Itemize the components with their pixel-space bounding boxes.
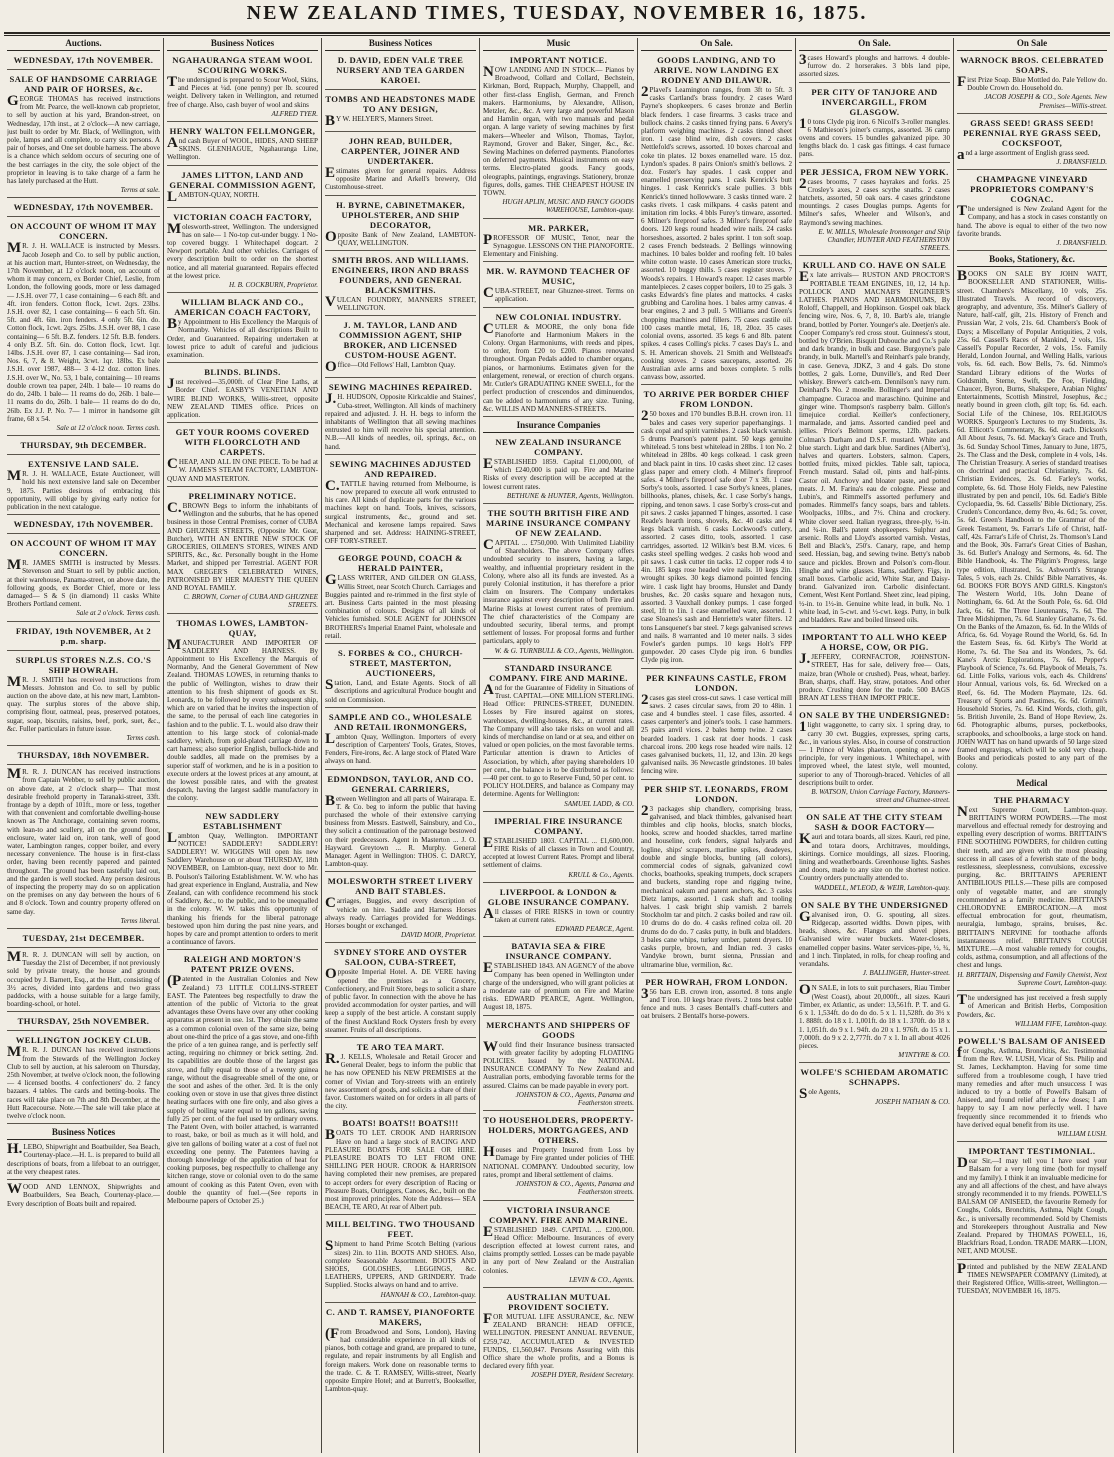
ad-headline: FRIDAY, 19th NOVEMBER, At 2 p.m. sharp. [15,625,152,646]
section-heading: Business Notices [167,38,318,51]
ad-body: 2cases brooms, 7 cases hayrakes and forks. 25 Crosley's axes, 2 cases scythe snaths. 2 cases hatchets, assorted, 50 oak oars. 4 cases grindstone mountings. 2 cases Douglas pumps. Agents for Milner's safes, Wheeler and Wilson's, and Raymond's sewing machines. [799,175,950,227]
ad-body: Office—Old Fellows' Hall, Lambton Quay. [325,359,456,376]
ad-body: 2cases gas steel cross-cut saws. 1 case vertical mill saws. 2 cases circular saws, from 20 to 48in. 1 case and 4 bundles steel. 1 case files, assorted. 4 cases carpenter's and joiner's tools. 1 case hammers. 25 pairs anvil vices. 2 bales hemp twine. 2 cases bearded loaders. 1 cask rat doer hoods. 1 cask charcoal irons. 200 kegs rose headed wire nails. 12 cases galvanised buckets, 11, 12, and 13in. 20 kegs galvanised nails. 36 Newcastle grindstones. 10 bales fencing wire. [641,691,792,776]
advertisement [483,1291,634,1383]
ad-headline: TUESDAY, 21st DECEMBER. [22,933,145,944]
ad-signature: WADDELL, M'LEOD, & WEIR, Lambton-quay. [814,883,950,892]
ad-body: R.J. KELLS, Wholesale and Retail Grocer and General Dealer, begs to inform the public that he has now OPENED his NEW PREMISES at the corner of Vivian and Tory-streets with an entirely new assortment of goods, and solicits a share of their favor. Customers waited on for orders in all parts of the city. [325,1050,476,1111]
ad-body: Lambton Quay, Wellington. IMPORTANT NOTICE! SADDLERY! SADDLERY! SADDLERY! W. WIGGINS Will open his new Saddlery Warehouse on or about THURSDAY, 18th NOVEMBER, on Lambton-quay, next door to Mr. B. Poulson's Tailoring Establishment. W. W. who has had great experience in England, Australia, and New Zealand, can with confidence recommend his stock of Saddlery, &c., to the public, and to be unequalled in the colony. W. W. takes this opportunity of thanking his friends for the liberal patronage bestowed upon him during the past nine years, and hopes by care and prompt attention to orders to merit a continuance of favors. [167,829,318,947]
ad-body: MR. J. H. WALLACE, Estate Auctioneer, will hold his next extensive land sale on December 9, 1875. Parties desirous of embracing this opportunity, will oblige by giving early notice for publication in the next catalogue. [7,468,160,511]
ad-headline: NGAHAURANGA STEAM WOOL SCOURING WORKS. [172,55,313,75]
advertisement [799,631,950,706]
advertisement [799,984,950,1063]
advertisement [167,426,318,487]
section-heading: On Sale [957,38,1107,51]
advertisement [799,1066,950,1108]
ad-signature: Terms liberal. [120,916,160,925]
advertisement [325,135,476,196]
ad-headline: TOMBS AND HEADSTONES MADE TO ANY DESIGN, [325,94,476,114]
ad-headline: IMPORTANT NOTICE. [509,55,608,65]
ad-body: CUBA-STREET, near Ghuznee-street. Terms on application. [483,285,634,304]
ad-signature: JOSEPH DYER, Resident Secretary. [530,1371,634,1380]
advertisement [799,709,950,808]
ad-body: Would find their Insurance business transacted with greater facility by adopting FLOATING POLICIES. Issued by the NATIONAL INSURANCE COMPANY To New Zealand and Australian ports, embodying favorable terms for the assured. Claims can be made payable in every port. [483,1038,634,1090]
ad-signature: JOHNSTON & CO., Agents, Panama and Featherston streets. [515,1180,634,1197]
ad-body: 1light waggonette, to carry six. 1 spring dray, to carry 30 cwt. Buggies, expresses, spring carts, &c., in various styles. Also, in course of construction— 1 Prince of Wales phaeton, opening on a new principle, for very ingenious. 1 Whitechapel, with improved wheel, the latest style, well mounted, superior to any of Thorough-braced. Vehicles of all descriptions built to order. [799,719,950,787]
ad-body: Printed and published by the NEW ZEALAND TIMES NEWSPAPER COMPANY (Limited), at their Registered Office, Willis-street, Wellington.—TUESDAY, NOVEMBER 16, 1875. [957,1262,1107,1296]
ad-body: Lambton Quay, Wellington. Importers of every description of Carpenters' Tools, Grates, Stoves, Fenders, Fire-irons, &c. A large stock of Plated Ware always on hand. [325,730,476,766]
ad-headline: SURPLUS STORES N.Z.S. CO.'S SHIP HOWRAH. [15,654,152,675]
ad-headline: SAMPLE AND CO., WHOLESALE AND RETAIL IRONMONGERS, [328,711,473,732]
advertisement [799,166,950,257]
advertisement [167,366,318,423]
ad-headline: PER KINFAUNS CASTLE, FROM LONDON. [646,672,787,693]
advertisement [167,617,318,807]
ad-body: MR. R. J. DUNCAN has received instructions from the Stewards of the Wellington Jockey Club to sell by auction, at his saleroom on Thursday, 25th November, at twelve o'clock noon, the following— 4 licensed booths. 4 confectioners' do. 2 fancy bazaars. 4 tables. The cards and betting-books. The races will take place on 7th and 8th December, at the Hutt Racecourse. Note.—The sale will take place at twelve o'clock noon. [7,1044,160,1121]
ad-body: And cash Buyer of WOOL, HIDES, AND SHEEP SKINS. GLENHAGUE, Ngahauranga Line, Wellington. [167,135,318,162]
ad-body: Kauri and totara boards, all sizes. Kauri, red pine, and totara doors, Architraves, mouldings, skirtings. Cornice mouldings, all sizes. Flooring, lining and weatherboards. Greenhouse lights. Sashes and doors, made to any size on the shortest notice. Country orders punctually attended to. [799,831,950,883]
advertisement [483,815,634,883]
ad-signature: SAMUEL LADD, & CO. [564,799,634,808]
ad-headline: SYDNEY STORE AND OYSTER SALOON, CUBA-STREET, [333,947,468,968]
ad-body: Carriages, Buggies, and every description of vehicle on hire. Saddle and Harness Horses always ready. Carriages provided for Weddings. Horses bought or exchanged. [325,895,476,930]
ad-body: 23 packages ship chandlery, comprising brass, galvanised, and black thimbles, galvanised heart thimbles and clip hooks, blocks, snatch blocks, hooks, screw and hooded shackles, tarred marline and houseline, cork fenders, signal halyards and logline, ships' scrapers, marline spikes, deadeyes, double and single blocks, bunting (all colors), commercial codes of signals, galvanized cowl chocks, boathooks, speaking trumpets, dock scrapers and buckets, standing rope and rigging twine, mechanical oakum and patent anchors, &c. 3 casks Dietz lamps, assorted. 1 cask shaft and tooling halves. 1 cask bright ship varnish. 2 barrels Stockholm tar and pitch. 2 casks boiled and raw oil. 10 drums do do do. 4 casks refined colza oil. 20 drums do do do. 7 casks putty, in bulk and bladders. 3 bales cane whips, turkey umber, patent dryers. 10 casks purple, brown, and Indian red. 3 casks Vandyke brown, burnt sienna, Prussian and ultramarine blue, vermilion, &c. [641,802,792,969]
ad-headline: PER HOWRAH, FROM LONDON. [645,976,788,987]
ad-headline: WELLINGTON JOCKEY CLUB. [15,1035,152,1046]
advertisement [483,436,634,504]
ad-headline: RALEIGH AND MORTON'S PATENT PRIZE OVENS. [183,954,302,975]
ad-body: CHEAP, AND ALL IN ONE PIECE. To be had at W. JAMES'S STEAM FACTORY, LAMBTON-QUAY AND MASTERTON. [167,456,318,483]
ad-headline: NEW COLONIAL INDUSTRY. [495,311,622,322]
advertisement [325,1306,476,1397]
ad-headline: SEWING MACHINES REPAIRED. [328,382,473,393]
ad-body: and a large assortment of English grass seed. [957,146,1090,163]
ad-body: FOR MUTUAL LIFE ASSURANCE, &c. NEW ZEALAND BRANCH: HEAD OFFICE, WELLINGTON. PRESENT ANNUAL REVENUE, £259,742. ACCUMULATED & INVESTED FUNDS, £1,560,847. Persons Assuring with this Office share the whole profits, and a Bonus is declared every fifth year. [483,1310,634,1371]
advertisement [7,951,160,1012]
ad-body: Sole Agents, [799,1086,841,1103]
ad-signature: W. & G. TURNBULL & CO., Agents, Wellington. [494,646,634,655]
ad-body: 250 boxes and 170 bundles B.B.H. crown iron. 11 bales and cases very superior paperhangings. 1 cask copal and spirit varnishes. 2 cask black varnish. 5 drums Pearson's patent paint. 50 kegs genuine whitelead. 5 tons best whitelead in 28lbs. 1 ton No. 2 whitelead in 28lbs. 40 kegs colkead. 1 cask green and black paint in tins. 10 casks sheet zinc. 12 cases glass paper and emery cloth. 4 Milner's fireproof safes. 4 Milner's fireproof safe door 7 x 3ft. 1 case Sorby's tools, assorted. 1 case Sorby's knees, planes, billhooks, planes, chisels, &c. 1 case Sorby's hangs, ripping, and tenon saws. 1 case Sorby's cross-cut and pit saws. 2 casks japanned T hinges, assorted. 1 case Reade's hearth irons, shovels, &c. 40 casks and 4 kegs black varnish. 6 casks Lockwood's cutlery, assorted. 2 cases ditto, tools, assorted. 1 case cartridges, assorted. 12 Wilkin's best B.M. vices. 6 casks steel spelling wedges. 2 casks hob wood and pit saws. 1 cask cutter tin tacks. 12 copper rods 4 to 4in. 185 kegs rose headed wire nails. 10 kegs 2in. wrought spikes. 30 kegs diamond pointed fencing wire. 1 cask light hay brooms, Hunslet and Dandy brushes, &c. 20 casks square and hexagon nuts, assorted. 3 Vauxhall donkey pumps. 1 case forged steel, 1ft to 1in. 1 case enamelled ware, assorted. 1 case Sloanes's sash and Henriette's water filters. 12 tons Lansquenet's bar steel. 7 kegs galvanised screws and nails. 8 warranted and 10 meter nails. 3 sides Fowler's garden pumps. 10 kegs Holt's FPP gunpowder. 20 cases Clyde pig iron. 6 bundles Clyde pig iron. [641,408,792,665]
ad-signature: LEVIN & CO., Agents. [569,1275,634,1284]
ad-headline: WEDNESDAY, 17th NOVEMBER. [13,55,154,65]
ad-body: CAPITAL ... £750,000. With Unlimited Liability of Shareholders. The above Company offers undoubted security to insurers, having a large, wealthy, and influential proprietary resident in the Colony, where also all its funds are invested. As a purely Colonial institution, it has therefore a prior claim on Insurers. The Company undertakes insurance against every description of both Fire and Marine Risks at lowest current rates of premium. The chief characteristics of the Company are undoubted security, liberal terms, and prompt settlement of losses. For proposal forms and further particulars, apply to [483,536,634,646]
advertisement [167,953,318,1208]
ad-body: MR. JAMES SMITH is instructed by Messrs. Stevenson and Stuart to sell by public auction, at their warehouse, Panama-street, on above date, the following goods, ex Border Chief, more or less damaged— S & S (in diamond) 11 casks White Brothers Portland cement. [7,557,160,609]
masthead-rule [4,32,1110,34]
ad-headline: THURSDAY, 18th NOVEMBER. [17,750,150,761]
ad-signature: J. BALLINGER, Hunter-street. [862,969,950,978]
section-heading: On Sale. [641,38,792,51]
ad-signature: H. B. COCKBURN, Proprietor. [228,281,318,290]
ad-signature: WILLIAM FIFE, Lambton-quay. [1014,1019,1107,1028]
ad-body: ESTABLISHED 1803. CAPITAL ... £1,600,000. FIRE Risks of all classes in Town and Country, accepted at lowest Current Rates. Prompt and liberal settlement of claims. [483,834,634,870]
advertisement [7,458,160,515]
ad-signature: BETHUNE & HUNTER, Agents, Wellington. [506,491,634,500]
ad-body: First Prize Soap. Blue Mottled do. Pale Yellow do. Double Crown do. Household do. [957,74,1107,93]
advertisement [483,1204,634,1288]
ad-headline: NEW SADDLERY ESTABLISHMENT [202,810,283,831]
ad-headline: WEDNESDAY, 17th NOVEMBER. [13,202,154,213]
ad-signature: E. W. MILLS, Wholesale Ironmonger and Ship Chandler, HUNTER AND FEATHERSTON STREETS. [818,227,950,253]
advertisement [325,875,476,943]
ad-headline: BLINDS. BLINDS. [204,367,281,378]
ad-headline: VICTORIA INSURANCE COMPANY. FIRE AND MARINE. [489,1204,628,1225]
ad-body: LAMBTON-QUAY, NORTH. [167,188,260,205]
advertisement [325,647,476,708]
ad-signature: C. BROWN, Corner of CUBA AND GHUZNEE STREETS. [183,593,318,610]
ad-signature: J. DRANSFIELD. [1056,158,1107,167]
advertisement [483,662,634,812]
ad-signature: JOSEPH NATHAN & CO. [874,1097,950,1106]
ad-headline: VICTORIAN COACH FACTORY, [173,211,312,222]
ad-body: ESTABLISHED 1843. AN AGENCY of the above Company has been opened in Wellington under charge of the undersigned, who will grant policies at a moderate rate of premium on Fire and Marine risks. EDWARD PEARCE, Agent. Wellington, August 18, 1875. [483,960,634,1012]
ad-headline: AUSTRALIAN MUTUAL PROVIDENT SOCIETY. [506,1291,611,1312]
advertisement [483,265,634,307]
advertisement [641,388,792,668]
ad-body: MR. R. J. DUNCAN has received instructions from Captain Webber, to sell by public auction, on above date, at 2 o'clock sharp— That most desirable freehold property in Taranaki-street, 33ft. frontage by a depth of 101ft., more or less, together with that convenient and comfortable dwelling-house known as The Anchorage, containing seven rooms, with lean-to and scullery, all on the ground floor, enclosure, water laid on, iron tank, well of good water, Lambington ranges, copper boiler, and every necessary convenience. The house is in first-class order, having been recently papered and painted throughout. The ground has been tastefully laid out, and the garden is well stocked. Any person desirous of inspecting the property may do so on application on the premises on any day between the hours of 6 and 8 o'clock. Town and country property offered on same day. [7,768,160,916]
ad-body: Opposite Bank of New Zealand, LAMBTON-QUAY, WELLINGTON. [325,228,476,247]
advertisement [7,1143,160,1180]
section-heading: Books, Stationery, &c. [957,254,1107,267]
advertisement [799,899,950,982]
ad-headline: JOHN READ, BUILDER, CARPENTER, JOINER AND UNDERTAKER. [341,136,460,166]
ad-headline: PER JESSICA, FROM NEW YORK. [800,166,949,177]
ad-body: NOW LANDING AND IN STOCK— Pianos by Broadwood, Collard and Collard, Bechstein, Kirkman, Bord, Ruppach, Murphy, Chappell, and other first-class English, German, and French makers. Harmoniums, by Alexandre, Allison, Metzler, &c., &c. A very large and powerful Mason and Hamlin organ, with two manuals and pedal organ. A large variety of sewing machines by first makers—Wheeler and Wilson, Thomas, Taylor, Raymond, Grover and Baker, Singer, &c., &c. Sewing Machines on deferred payments. Pianofortes on deferred payments. Musical instruments on easy terms. Electro-plated goods. Fancy goods, oleographs, paintings, engravings. Stationery, bronze figures, dolls, games. THE CHEAPEST HOUSE IN TOWN. [483,64,634,198]
ad-signature: HUGH APLIN, MUSIC AND FANCY GOODS WAREHOUSE, Lambton-quay. [502,198,634,215]
advertisement [483,940,634,1015]
ad-body: The undersigned has just received a fresh supply of American and British Herbs, Composition Powders, &c. [957,994,1107,1019]
advertisement [167,490,318,614]
advertisement [167,810,318,951]
advertisement [325,946,476,1038]
ad-body: The undersigned is New Zealand Agent for the Company, and has a stock in cases constantly on hand. The above is equal to either of the two now favorite brands. [957,203,1107,238]
ad-signature: J. DRANSFIELD. [1056,239,1107,248]
ad-headline: TO ARRIVE PER BORDER CHIEF FROM LONDON. [643,389,790,410]
ad-body: for Coughs, Asthma, Bronchitis, &c. Testimonial from the Rev. W. LUSH, Vicar of Sts. Philip and St. James, Leckhampton. Having for some time suffered from a troublesome cough, I have tried many remedies and after much unsuccess I was induced to try a bottle of Powell's Balsam of Aniseed, and found relief after a few doses; I am happy to say I am now perfectly well. I have frequently since recommended it to friends who have derived equal benefit from its use. [957,1044,1107,1129]
advertisement [7,73,160,198]
advertisement [7,201,160,217]
ad-signature: KRULL & Co., Agents. [568,870,634,879]
ad-headline: BOATS! BOATS!! BOATS!!! [342,1118,459,1129]
ad-body: By Appointment to His Excellency the Marquis of Normanby. Vehicles of all descriptions Built to Order, and Guaranteed. Repairing undertaken at lowest price to adult of careful and judicious examination. [167,316,318,360]
column-on-sale-1 [638,38,795,1453]
ad-signature: EDWARD PEARCE, Agent. [555,925,634,934]
advertisement [7,749,160,765]
ad-headline: STANDARD INSURANCE COMPANY. FIRE AND MARINE. [489,662,628,683]
advertisement [483,54,634,219]
advertisement [957,173,1107,251]
ad-headline: NEW ZEALAND INSURANCE COMPANY. [495,436,622,457]
ad-body: 3cases Howard's ploughs and harrows. 4 double-furrow do. 2 horserakes. 3 bbls land pipe, assorted sizes. [799,54,950,79]
ad-headline: C. AND T. RAMSEY, PIANOFORTE MAKERS, [326,1306,475,1327]
ad-body: PROFESSOR OF MUSIC, Tenor, near the Synagogue. LESSONS ON THE PIANOFORTE. Elementary and Finishing. [483,231,634,259]
column-music-insurance [480,38,637,1453]
masthead: NEW ZEALAND TIMES, TUESDAY, NOVEMBER 16, 1875. [246,2,868,24]
ad-headline: EXTENSIVE LAND SALE. [28,459,139,470]
advertisement [325,773,476,873]
ad-signature: B. WATSON, Union Carriage Factory, Manners-street and Ghuznee-street. [811,788,950,805]
ad-headline: GRASS SEED! GRASS SEED! PERENNIAL RYE GRASS SEED, COCKSFOOT, [963,117,1101,148]
ad-body: And for the Guarantee of Fidelity in Situations of Trust. CAPITAL—ONE MILLION STERLING. Head Office: PRINCES-STREET, DUNEDIN. Losses by Fire insured against on stores, warehouses, dwelling-houses, &c., at current rates. The Company will also take risks on wool and all kinds of merchandise on land or at sea, and either on valued or open policies, on the most favorable terms. Particular attention is drawn to Articles of Association, by which, after paying shareholders 10 per cent., the balance is to be distributed as follows:—40 per cent. to go to Reserve Fund, 50 per cent. to POLICY HOLDERS, and balance as Company may determine. Agents for Wellington: [483,681,634,799]
ad-headline: ON ACCOUNT OF WHOM IT MAY CONCERN. [10,538,157,559]
ad-signature: ALFRED TYER. [271,109,318,118]
ad-headline: EDMONDSON, TAYLOR, AND CO. GENERAL CARRIERS, [327,773,474,794]
advertisement [483,886,634,938]
ad-body: Houses and Property Insured from Loss by Damage by Fire granted under policies of THE NATIONAL COMPANY. Undoubted security, low rates, prompt and liberal settlement of claims. [483,1144,634,1179]
ad-headline: MR. W. RAYMOND TEACHER OF MUSIC, [486,266,631,287]
ad-body: Next Supreme Court, Lambton-quay. BRITTAIN'S WORM POWDERS.—The most marvellous and effectual remedy for destroying and expelling every description of worms. BRITTAIN'S FINE SOOTHING POWDERS, for children cutting their teeth, and are given with the most pleasing success in all cases of a feverish state of the body, restlessness, sleeplessness, convulsions, excessive purging, &c. BRITTAIN'S APERIENT ANTIBILIOUS PILLS.—These pills are composed only of vegetable matter, and are strongly recommended as a family medicine. BRITTAIN'S CHLORODYNE EMBROCATION.—A most effectual embrocation for gout, rheumatism, neuralgia, lumbago, sprains, bruises, &c. BRITTAIN'S NERVINE for toothache affords instantaneous relief. BRITTAIN'S COUGH MIXTURE.—A most valuable remedy for coughs, colds, asthma, consumption, and all affections of the chest and lungs. [957,803,1107,970]
advertisement [325,1117,476,1215]
ad-headline: MILL BELTING. TWO THOUSAND FEET. [325,1219,476,1240]
section-heading: On Sale. [799,38,950,51]
advertisement [641,672,792,780]
ad-headline: H. BYRNE, CABINETMAKER, UPHOLSTERER, AND SHIP DECORATOR, [336,199,465,230]
advertisement [483,311,634,417]
column-auctions [4,38,163,1453]
advertisement [957,794,1107,991]
ad-headline: J. M. TAYLOR, LAND AND COMMISSION AGENT, SHIP BROKER, AND LICENSED CUSTOM-HOUSE AGENT. [338,320,462,361]
advertisement [641,783,792,973]
ad-body: Ex late arrivals— RUSTON AND PROCTOR'S PORTABLE TEAM ENGINES, 10, 12, 14 h.p. POLLOCK AND MACNAB'S ENGINEER'S LATHES. PIANOS AND HARMONIUMS, By Roloff, Chappell, and Hopkinson. Gospel oak black fencing wire, Nos. 6, 7, 8, 10. Barb's ale, triangle brand, bottled by Porter. Younger's ale. Deetjen's ale. Cooper Company's red cross stout. Guinness's stout, bottled by O'Brien. Bisquit Dubouche and Co.'s pale and dark brandy, in bulk and case. Burgoyne's pale brandy, in bulk. Martell's and Reinhart's pale brandy, in case. Geneva, JDKZ, 3 and 4 gals. Do stone bottles, 2 gals. Lorne, Dunville's, and Red Deer whiskey. Brewer's catch-em. Dennilson's navy rum. Deinhard's No. 2 moselle. Bollinger's and Imperial champagne. Curacoa and maraschino. Quinine and ginger wine. Thompson's raspberry balm. Gillon's limejuice cordial. Keiller's confectionery, marmalade, and jams. Assorted candied peel and jellies. Price's Belmont sperms, 12lb. packets. Colman's Durham and D.S.F. mustard. White and blue starch. Light and dark blue. Sardines (Albert's), halves and quarters. Lobsters, salmon. Capers, bottled fruits, mixed pickles. Table salt, tapioca, French mustard. Salad oil, pints and half-pints. Castor oil. Anchovy and bloater paste, and potted meats. J. M. Farina's eau de cologne. Piesse and Lubin's, and Rimmell's assorted perfumery and pomades. Rimmell's fancy soaps, bars and tablets. Woolpacks, 10lbs., and 7½. China and crockery. White clover seed. Italian ryegrass, three-ply, ½-in. and ¾-in. Ball's patent shopkeepers. Sulphur and arsenic. Rolls and Lloyd's assorted varnish. Vestas, Bell and Black's, 250's. Canary, rape, and hemp seed. Hessian, bag, and sewing twine. Betty's nabob sauce and pickles. Brown and Polson's corn-flour. Hinghe and wine glasses. Hams, saddlery. Figs, in small boxes. Carbolic acid, White Star, and Daisy-brand. Galvanized iron. Carbolic disinfectant. Cement, West Kent Portland. Sheet zinc, lead piping, ½-in. to 1½-in. Genuine white lead, in bulk. No. 1 white lead, in 5-cwt. and ½-cwt. kegs. Putty, in bulk and bladders. Raw and boiled linseed oils. [799,269,950,624]
ad-headline: SALE OF HANDSOME CARRIAGE AND PAIR OF HORSES, &c. [9,74,158,94]
ad-headline: ON SALE AT THE CITY STEAM SASH & DOOR FACTORY— [806,812,943,833]
ad-body: All classes of FIRE RISKS in town or country taken at current rates. [483,905,634,925]
section-heading: Business Notices [7,1127,160,1140]
ad-headline: WEDNESDAY, 17th NOVEMBER. [13,519,154,530]
section-heading: Auctions. [7,38,160,51]
section-heading: Medical [957,778,1107,791]
advertisement [325,1041,476,1114]
ad-headline: SEWING MACHINES ADJUSTED AND REPAIRED. [329,458,472,479]
advertisement [325,199,476,251]
ad-body: MR. J. SMITH has received instructions from Messrs. Johnston and Co. to sell by public auction on the above date, at his new mart, Lambton-quay. The surplus stores of the above ship, comprising flour, oatmeal, peas, preserved potatoes, sugar, soap, biscuits, raisins, beef, pork, suet, &c., &c. Fuller particulars in future issue. [7,673,160,733]
advertisement [957,117,1107,170]
advertisement [957,270,1107,774]
ad-headline: GOODS LANDING, AND TO ARRIVE. NOW LANDING EX RODNEY AND DILAWUR. [653,55,780,85]
advertisement [799,86,950,163]
advertisement [957,1035,1107,1142]
ad-body: C.TATTLE having returned from Melbourne, is now prepared to execute all work entrusted to his care. All kinds of duplicate parts for the various machines kept on hand. Tools, knives, scissors, surgical instruments, &c., ground and set. Mechanical and kerosene lamps repaired. Saws sharpened and set. Address: HAINING-STREET, OFF TORY-STREET. [325,477,476,546]
ad-body: ON SALE, in lots to suit purchasers, Riau Timber (West Coast), about 20,000ft., all sizes. Kauri Timber, ex Atlantic, as under: 13,561ft. P. T. and G. 6 x 1. 1,534ft. do do do do. 5 x 1. 11,528ft. do 3½ x 1. 888ft. do 18 x 1. 1,001ft. do 18 x 1. 370ft. do 18 x 1. 1,051ft. do 9 x 1. 94ft. do 20 x 1. 976ft. do 15 x 1. 7,000ft. do 9 x 2. 2,777ft. do 7 x 1. In all about 4026 pieces. [799,984,950,1050]
ad-headline: MERCHANTS AND SHIPPERS OF GOODS [486,1019,631,1040]
ad-headline: IMPORTANT TESTIMONIAL. [968,1146,1096,1157]
ad-headline: SMITH BROS. AND WILLIAMS. ENGINEERS, IRON AND BRASS FOUNDERS, AND GENERAL BLACKSMITHS. [331,255,470,296]
ad-headline: GET YOUR ROOMS COVERED WITH FLOORCLOTH AND CARPETS. [175,427,310,458]
advertisement [7,537,160,621]
advertisement [167,54,318,122]
ad-headline: GEORGE POUND, COACH & HERALD PAINTER, [338,553,463,574]
advertisement [167,211,318,294]
ad-body: MANUFACTURER AND IMPORTER OF SADDLERY AND HARNESS. By Appointment to His Excellency the Marquis of Normanby, And the General Government of New Zealand. THOMAS LOWES, in returning thanks to the public of Wellington, wishes to draw their attention to his fresh shipment of goods ex St. Leonards, to be followed by every subsequent ship, which are on varied that he invites the inspection of the same, to the perusal of each line categories in fashion and to the public. T. L. would also draw their attention to his large stock of colonial-made saddlery, which, from gold-plated carriage down to cart harness; also superior English, bullock-hide and double saddles, all made on the premises by a superior staff of workmen, and he is in a position to execute orders at the lowest prices at any amount, at the lowest possible rates, and with the greatest despatch, having the largest saddle manufactory in the colony. [167,636,318,803]
ad-signature: HANNAH & CO., Lambton-quay. [380,1290,476,1299]
ad-body: Between Wellington and all parts of Wairarapa. E. T. & Co. beg to inform the public that having purchased the whole of their extensive carrying business from Messrs. Eastwell, Sainsbury, and Co., they solicit a continuation of the patronage bestowed on their predecessors. Agent in Masterton ... J. O. Hayward. Greytown ... R. Murphy. General Manager. Agent in Wellington: THOS. C. DARCY, Lambton-quay. [325,792,476,869]
ad-body: Galvanised iron, O. G. spouting, all sizes. Ridgecap, assorted widths. Down pipes, with heads, shoes, &c. Flanges and shovel pipes. Galvanised wire water buckets. Water-closets, enamelled copper basins. Water services-pipe, ½, ¾, and 1 inch. Tinplated, in rolls, for cheap roofing and verandahs. [799,908,950,969]
ad-body: Dear Sir,—I may tell you I have used your Balsam for a very long time (both for myself and my family). I think it an invaluable medicine for any and all affections of the chest, and have always strongly recommended it to my friends. POWELL'S BALSAM OF ANISEED, the favourite Remedy for Coughs, Colds, Bronchitis, Asthma, Night Cough, &c., is universally recommended. Sold by Chemists and Storekeepers throughout Australia and New Zealand. Prepared by THOMAS POWELL, 16, Blackfriars Road, London. TRADE MARK—LION, NET, AND MOUSE. [957,1155,1107,1256]
ad-body: 10 tons Clyde pig iron. 6 Nicoll's 3-roller mangles. 6 Mathieson's joiner's cramps, assorted. 36 camp ovens and covers. 15 bundles galvanized pipe. 30 lengths black do. 1 cask gas fittings. 4 cast furnace pans. [799,115,950,159]
ad-body: Just received—35,000ft. of Clear Pine Laths, at Border Chief. EASBY'S VENETIAN AND WIRE BLIND WORKS, Willis-street, opposite NEW ZEALAND TIMES office. Prices on application. [167,376,318,420]
advertisement [7,1183,160,1211]
ad-headline: WARNOCK BROS. CELEBRATED SOAPS. [960,55,1104,75]
ad-headline: WILLIAM BLACK AND CO., AMERICAN COACH FACTORY, [174,297,311,318]
ad-body: (From Broadwood and Sons, London), Having had considerable experience in all kinds of pianos, both cottage and grand, are prepared to tune, regulate, and repair instruments by all English and foreign makers. Work done on reasonable terms to the trade. C. & T. RAMSEY, Willis-street, Nearly opposite Empire Hotel; and at Burrett's, Bookseller, Lambton-quay. [325,1325,476,1394]
advertisement [7,768,160,929]
advertisement [957,54,1107,114]
column-business-notices-2 [322,38,479,1453]
advertisement [799,811,950,895]
advertisement [7,654,160,747]
ad-headline: ON SALE BY THE UNDERSIGNED: [799,710,950,721]
ad-headline: CHAMPAGNE VINEYARD PROPRIETORS COMPANY'S COGNAC. [970,174,1094,205]
ad-body: Shipment to hand Prime Scotch Belting (various sizes) 2in. to 11in. BOOTS AND SHOES. Also, complete Seasonable Assortment. BOOTS AND SHOES, GOLOSHES, LEGGINGS, &c. LEATHERS, UPPERS, AND GRINDERY. Trade Supplied. Stocks always on hand and to arrive. [325,1238,476,1290]
ad-body: Station, Land, and Estate Agents. Stock of all descriptions and agricultural Produce bought and sold on Commission. [325,677,476,704]
advertisement [7,518,160,534]
advertisement [325,254,476,316]
ad-headline: THURSDAY, 9th DECEMBER. [20,440,147,451]
ad-body: Estimates given for general repairs. Address opposite Marine and Arkell's brewery, Old Customhouse-street. [325,165,476,192]
ad-signature: DAVID MOIR, Proprietor. [400,931,476,940]
advertisement [799,54,950,83]
ad-headline: BATAVIA SEA & FIRE INSURANCE COMPANY. [505,941,612,962]
ad-headline: KRULL AND CO. HAVE ON SALE [802,260,947,271]
ad-headline: THOMAS LOWES, LAMBTON-QUAY, [176,617,309,638]
advertisement [483,222,634,263]
ad-signature: Terms at sale. [120,186,160,195]
ad-body: Molesworth-street, Wellington. The undersigned has on sale— 1 No-top cut-under buggy. 1 No-top covered buggy. 1 Whitechapel dogcart. 2 Newport portable. And other vehicles. Carriages of every description built to order on the shortest notice, and all material guaranteed. Repairs effected at the lowest price. [167,220,318,280]
advertisement [7,625,160,651]
ad-body: (Patented in the Australian Colonies and New Zealand.) 73 LITTLE COLLINS-STREET EAST. The Patentees beg respectfully to draw the attention of the public of Victoria to the great advantages these Ovens have over any other cooking apparatus at present in use. 1st. They obtain the same as a common colonial oven of the same size, being about one-third the price of a gas stove, and one-fifth the price of a ten guinea range, and is perfectly self acting, requiring no chimney or brick setting. 2nd. Its capabilities are double those of the largest gas stove, and fully equal to those of a twenty guinea range, without the disagreeable smell of the one, or the soot and ashes of the other. 3rd. It is the only cooking oven or stove in use that gives three distinct heating surfaces with one fire only, and also gives a supply of boiling water equal to ten gallons, saving fully 25 per cent. of the fuel used by ordinary ovens. The Patent Oven, with boiler attached, is warranted to roast, bake, or boil as much as it will hold, and give ten gallons of boiling water at a cost of fuel not exceeding one penny. The Patentees having a thorough knowledge of the application of heat for cooking purposes, beg respectfully to challenge any kitchen range, stove or colonial oven to do the same amount of cooking as this Patent Oven, even with double the quantity of fuel.—(See reports in Melbourne papers of October 25.) [167,973,318,1205]
advertisement [483,507,634,659]
ad-body: BOOKS ON SALE BY JOHN WATT, BOOKSELLER AND STATIONER, Willis-street. Chambers's Miscellany, 10 vols, 25s. Illustrated Travels. A record of discovery, geography, and adventure, 35s. Milner's Gallery of Nature, half-calf, gilt, 21s. History of French and Prussian War, 2 vols, 21s. 6d. Chambers's Book of Days; a Miscellany of Popular Antiquities, 2 vols, 25s. 6d. Cassell's Races of Mankind, 2 vols, 15s. Cassell's Popular Recorder, 2 vols, 15s. Family Herald, London Journal, and Welling Halls, various vols, 6s. 6d. each. Bow Bells, 7s. 6d. Nimmo's Standard Library editions of the Works of Goldsmith, Sterne, Swift, De Foe, Fielding, Chaucer, Byron, Burns, Shakspere, Arabian Nights' Entertainments, Scottish Minstrel, Josephus, &c.; neatly bound in green cloth, gilt top; 6s. 6d. each. Social Life of the Chinese, 10s. RELIGIOUS WORKS. Spurgeon's Lectures to my Students, 3s. 6d. Ellicott's Commentary, 8s. 6d. each. Dickson's All About Jesus, 7s. 6d. Mackay's Grace and Truth, 3s. 6d. Sunday School Times, January to June, 1875, 2s. The Class and the Desk, complete in 4 vols, 14s. The Christian Treasury. A series of standard treatises on doctrinal and practical Christianity, 7s. 6d. Christian Evidences, 2s. 6d. Farley's works, complete, 6s. 6d. Those Holy Fields, new Palestine illustrated by pen and pencil, 10s. 6d. Eadie's Bible Cyclopaedia, 9s. 6d. Cassells' Bible Dictionary, 25s. Cruden's Concordance, demy 8vo, 4s. 6d.; 5s. cover, 5s. 6d. Green's Handbook to the Grammar of the Greek Testament, 9s. Farrar's Life of Christ, half-calf, 42s. Farrar's Life of Christ, 2s. Thomson's Land and the Book, 30s. Farrar's Great Cities of Bashan, 3s. 6d. Butler's Analogy and Sermons, 4s. 6d. The Bible Handbook, 4s. The Pilgrim's Progress, large type edition, illustrated, 5s. Ashworth's Strange Tales, 5 vols, each 2s. Childs' Bible Narratives, 4s. 6d. BOOKS FOR BOYS AND GIRLS. Kingston's The Western World, 10s. John Deane of Nottingham, 6s. 6d. At the South Pole, 6s. 6d. Old Jack, 6s. 6d. The Three Lieutenants, 7s. 6d. The Three Midshipmen, 7s. 6d. Stanley Grahame, 7s. 6d. On the Banks of the Amazon, 6s. 6d. In the Wilds of Africa, 6s. 6d. Voyage Round the World, 6s. 6d. In the Eastern Seas, 6s. 6d. Kirby's The World at Home, 7s. 6d. The Sea and its Wonders, 7s. 6d. Kane's Arctic Explorations, 7s. 6d. Pepper's Playbook of Science, 7s. 6d. Playbook of Metals, 7s. 6d. Little Folks, various vols, each 4s. Childrens' Hour Annual, various vols, 6s. 6d. Wrecked on a Reef, 6s. 6d. The Modern Playmate, 12s. 6d. Treasury of Sports and Pastimes, 6s. 6d. Grimm's Household Stories, 7s. 6d. Kind Words, cloth, gilt, 5s. British Juvenile, 2s. Band of Hope Review, 2s. 6d. Photographic albums, purses, pocketbooks, scrapbooks, and schoolbooks, a large stock on hand. JOHN WATT has on hand upwards of 50 large sized framed engravings, which will be sold very cheap. Books and periodicals posted to any part of the colony. [957,270,1107,771]
ad-body: J.JEFFERY, CORNFACTOR, JOHNSTON-STREET, Has for sale, delivery free— Oats, maize, bran (Whole or crushed). Peas, wheat, barley. Bran, sharps, chaff. Hay, straw, potatoes. And other produce. Crushing done for the trade. 500 BAGS BRAN AT LESS THAN IMPORT PRICE. [799,651,950,703]
column-on-sale-books-medical [954,38,1110,1453]
ad-headline: HENRY WALTON FELLMONGER, [169,126,316,137]
ad-signature: H. BRITTAIN, Dispensing and Family Chemist, Next Supreme Court, Lambton-quay. [957,970,1107,987]
ad-body: Opposite Imperial Hotel. A. DE VERE having opened the premises as a Grocery, Confectionery, and Fruit Store, begs to solicit a share of public favor. In connection with the above he has provided accommodation for oyster parties, and will keep a supply of the best article. A constant supply of the finest Auckland Rock Oysters fresh by every steamer. Fruits of all descriptions. [325,966,476,1034]
ad-body: GEORGE THOMAS has received instructions from Mr. Pearce, the well-known cab proprietor, to sell by auction at his yard, Brandon-street, on Wednesday, 17th inst., at 2 o'clock—A new carriage, just built to order by Mr. Black, of Wellington, with pole, lamps and all complete, to carry six persons. A pair of horses, and One set double harness. The above is a chance which seldom occurs of securing one of the best carriages in the city, the sole object of the proprietor in leaving is to take charge of a farm he has lately purchased at the Hutt. [7,93,160,186]
advertisement [325,552,476,644]
ad-body: BOATS TO LET. CROOK AND HARRISON Have on hand a large stock of RACING AND PLEASURE BOATS FOR SALE OR HIRE. PLEASURE BOATS TO LET FROM ONE SHILLING PER HOUR. CROOK & HARRISON having completed their new premises, are prepared to accept orders for every description of Racing or Pleasure Boats, Outriggers, Canoes, &c., built on the most improved principles. Note the Address— SEA BEACH, TE ARO, At rear of Albert pub. [325,1127,476,1212]
ad-body: H.LEBO, Shipwright and Boatbuilder, Sea Beach, Courtenay-place.—H. L. is prepared to build all descriptions of boats, from a lifeboat to an outrigger, at the very cheapest rates. [7,1143,160,1176]
advertisement [7,439,160,455]
ad-headline: PER SHIP ST. LEONARDS, FROM LONDON. [644,783,789,804]
advertisement [957,1263,1107,1299]
ad-signature: Sale at 2 o'clock. Terms cash. [76,609,160,618]
advertisement [641,976,792,1024]
advertisement [167,125,318,166]
advertisement [325,54,476,90]
ad-body: WOOD AND LENNOX, Shipwrights and Boatbuilders, Sea Beach, Courtenay-place.—Every description of Boats built and repaired. [7,1183,160,1208]
ad-headline: WOLFE'S SCHIEDAM AROMATIC SCHNAPPS. [800,1067,949,1088]
ad-headline: POWELL'S BALSAM OF ANISEED [958,1035,1106,1046]
ad-headline: PRELIMINARY NOTICE. [188,490,297,501]
advertisement [167,169,318,208]
ad-headline: LIVERPOOL & LONDON & GLOBE INSURANCE COMPANY. [487,886,630,907]
ad-signature: Terms cash. [126,733,160,742]
ad-signature: JACOB JOSEPH & CO., Sole Agents. New Premises—Willis-street. [984,93,1107,110]
ad-headline: JAMES LITTON, LAND AND GENERAL COMMISSION AGENT, [169,169,316,190]
advertisement [483,1019,634,1112]
masthead-rule-thin [4,35,1110,36]
ad-body: C.BROWN Begs to inform the inhabitants of Wellington and the suburbs, that he has opened business in those Central Premises, corner of CUBA AND GHUZNEE STREETS, (Opposite Mr. Gear, Butcher), WITH AN ENTIRE NEW STOCK OF GROCERIES, OILMEN'S STORES, WINES AND SPIRITS, &c., &c. Personally bought in the Home Market, and shipped per Terrestrial. AGENT FOR MAX GREGER'S CELEBRATED WINES, PATRONISED BY HER MAJESTY THE QUEEN AND ROYAL FAMILY. [167,499,318,592]
ad-body: ESTABLISHED 1859. Capital £1,000,000, of which £240,000 is paid up. Fire and Marine Risks of every description will be accepted at the lowest current rates. [483,455,634,491]
section-heading: Insurance Companies [483,420,634,433]
ad-headline: IMPORTANT TO ALL WHO KEEP A HORSE, COW, OR PIG. [801,632,947,653]
ad-body: VULCAN FOUNDRY, MANNERS STREET, WELLINGTON. [325,294,476,313]
ad-headline: D. DAVID, EDEN VALE TREE NURSERY AND TEA GARDEN KAROEI. [336,55,465,85]
ad-headline: PER CITY OF TANJORE AND INVERCARGILL, FROM GLASGOW. [811,86,938,117]
advertisement [325,319,476,378]
ad-headline: TE ARO TEA MART. [356,1041,445,1052]
ad-headline: THE SOUTH BRITISH FIRE AND MARINE INSURANCE COMPANY OF NEW ZEALAND. [485,507,632,538]
column-business-notices-1 [164,38,321,1453]
column-on-sale-2 [796,38,953,1453]
ad-body: The undersigned is prepared to Scour Wool, Skins, and Pieces at ¼d. (one penny) per lb. scoured weight. Delivery taken in Wellington, and returned free of charge. Also, cash buyer of wool and skins [167,74,318,109]
ad-headline: S. FORBES & CO., CHURCH-STREET, MASTERTON, AUCTIONEERS, [338,648,463,679]
ad-body: GLASS WRITER, AND GILDER ON GLASS, Willis Street, near Scotch Church. Carriages and Buggies painted and re-trimmed in the first style of art. Business Carts painted in the most pleasing combination of colours. Designs of all kinds of Vehicles furnished. SOLE AGENT for JOHNSON BROTHERS's Imperial Enamel Paint, wholesale and retail. [325,572,476,640]
advertisement [483,1114,634,1200]
advertisement [7,54,160,70]
advertisement [957,1145,1107,1259]
ad-body: MR. J. H. WALLACE is instructed by Messrs. Jacob Joseph and Co. to sell by public auction, at his auction mart, Hunter-street, on Wednesday, the 17th November, at 12 o'clock noon, on account of whom it may concern, ex Border Chief, Leslie, from London, the following goods, more or less damaged— J.S.H. over 77, 1 case containing— 6 each 8ft. and 4ft. iron fenders. Cotton flock, 1cwt. 2qrs. 23lbs. J.S.H. over 82, 1 case containing— 6 each 5ft. 6in. 5ft. and 4ft. 6in. iron fenders. 4 only 5ft. 6in. do. Cotton flock, 1cwt. 2qrs. 25lbs. J.S.H. over 88, 1 case containing— 6 5ft. B.Z. fenders. 12 5ft. B.B. fenders. 4 only B.Z. 5ft. 6in. do. Cotton flock, 1cwt. 1qr. 14lbs. J.S.H. over 87, 1 case containing— Sad iron, Nos. 6, 7, & 8. Weight, 3cwt. 1qr. 18lbs. Ex bale J.S.H. over 1987, 488— 3 4-12 doz. cotton lines. J.S.H. over W., No. 53, 1 bale, containing— 10 reams double crown tea paper, 24lb. 1 bale— 10 reams do do do, 24lb. 1 bale— 11 reams do do, 26lb. 1 bale— 11 reams do do, 26lb. 1 bale— 11 reams do do do, 26lb. Ex J.J. P. No. 7— 1 mirror in handsome gilt frame, 68 x 54. [7,240,160,423]
ad-headline: THE PHARMACY [993,794,1071,805]
advertisement [957,994,1107,1032]
advertisement [641,54,792,385]
advertisement [325,381,476,454]
ad-headline: ON SALE BY THE UNDERSIGNED [800,899,949,910]
ad-signature: WILLIAM LUSH. [1056,1129,1107,1138]
ad-signature: JOHNSTON & CO., Agents, Panama and Featherston streets. [515,1090,634,1108]
advertisement [7,220,160,436]
advertisement [325,93,476,132]
advertisement [7,1015,160,1031]
section-heading: Music [483,38,634,51]
ad-body: 2Plavel's Leamington ranges, from 3ft to 5ft. 3 casks Cartland's brass foundry. 2 cases Ward Payne's shopkeepers. 6 cases bronze and Berlin black fenders. 1 case firearms. 3 casks trace and bullock chains. 2 casks tinned frying pans. 6 Avery's platform weighing machines. 2 casks tinned sheet iron. 1 case blind wire, dish covers. 2 casks Nettlefold's screws, assorted. 10 boxes charcoal and coke tin plates. 12 boxes enamelled ware. 15 doz. Lyndon's spades. 8 pairs Onion's smith's bellows. 2 doz. Foster's hay spades. 1 cask copper and enamelled preserving pans. 1 cask Kenrick's butt hinges. 1 cask Kenrick's scale pullies. 3 bbls Kenrick's tinned hollowware. 3 casks tinned ware. 2 casks rivets. 1 cask milkpans. 4 casks patent and imitation rim locks. 4 bbls Furey's tinware, assorted. 6 Milner's fireproof safes. 3 Milner's fireproof safe doors. 120 kegs round headed wire nails. 24 casks horseshoes, assorted. 2 bales sprint. 1 ton soft soap. 2 cases French bedsteads. 2 Bellings winnowing machines. 10 bales bolder and roofing felt. 10 bales white cotton waste. 10 cases American store trucks, assorted. 10 buggy thills. 5 cases register stoves. 7 Woods's repairs. 1 Howard's reaper. 12 cases marble mantelpieces. 2 cases copper boilers, 10 to 25 gals. 3 casks Edwards's fine plates and mattocks. 4 casks grubbing and Carolina hoes. 1 bales army canvas. 4 bear engines, 2 and 3 pull. 5 Williams and Green's chopping machines and fillers. 75 cases castile oil. 100 cases mantle metal, 16, 18, 20oz. 35 cases colonial ovens, assorted. 35 kegs 6 and 8lb. patent spikes. 4 cases Colling's picks. 7 cases Day's L. and S. H. American shovels. 21 Smith and Wellstead's cooking stoves. 2 cases saucepans, assorted. 26 Australian axle arms and boxes complete. 5 rolls canvass bow, assorted. [641,84,792,382]
advertisement [325,711,476,770]
section-heading: Business Notices [325,38,476,51]
ad-headline: TO HOUSEHOLDERS, PROPERTY-HOLDERS, MORTGAGEES, AND OTHERS. [483,1115,634,1146]
ad-headline: ON ACCOUNT OF WHOM IT MAY CONCERN. [10,221,157,242]
ad-body: 356 bars E.B. crown iron, assorted. 8 tons angle and T iron. 10 kegs brace rivets. 2 tons best cable fence and nuts. 3 cases Bentall's chaff-cutters and oat bruisers. 2 Bentall's horse-powers. [641,985,792,1021]
advertisement [325,458,476,550]
advertisement [799,259,950,628]
advertisement [7,932,160,948]
ad-headline: MR. PARKER, [528,222,589,233]
ad-headline: MOLESWORTH STREET LIVERY AND BAIT STABLES. [327,876,474,897]
ad-signature: M'INTYRE & CO. [898,1051,950,1060]
ad-body: J.H. HUDSON, Opposite Kirkcaldie and Staines', Cuba-street, Wellington. All kinds of machinery repaired and adjusted. J. H. H. begs to inform the inhabitants of Wellington that all sewing machines entrusted to him will receive his special attention. N.B.—All kinds of needles, oil, springs, &c., on hand. [325,391,476,451]
ad-body: ESTABLISHED 1849. CAPITAL ... £200,000. Head Office: Melbourne. Insurances of every description effected at lowest current rates, and claims promptly settled. Losses can be made payable in any port of New Zealand or the Australian colonies. [483,1223,634,1275]
ad-body: BY W. HELYER'S, Manners Street. [325,113,434,129]
ad-headline: IMPERIAL FIRE INSURANCE COMPANY. [494,815,623,836]
ad-headline: THURSDAY, 25th NOVEMBER. [17,1016,150,1027]
advertisement [7,1034,160,1124]
ad-body: CUTLER & MOORE, the only bona fide Pianoforte and Harmonium Makers in the Colony. Organ Harmoniums, with reeds and pipes, to order, from £20 to £200. Pianos renovated throughout. Organ Pedals added to chamber organs, pianos, or harmoniums. Estimates given for the enlargement, renewal, or erection of church organs. Mr. Cutler's GRADUATING KNEE SWELL, for the perfect production of crescendos and diminuendos, can be added to harmoniums of any size. Tuning, &c. WILLIS AND MANNERS-STREETS. [483,320,634,413]
ad-body: MR. R. J. DUNCAN will sell by auction, on Tuesday the 21st of December, if not previously sold by private treaty, the house and grounds occupied by J. Barnett, Esq., at the Hutt, consisting of 3½ acres, divided into gardens and two grass paddocks, with a house suitable for a large family, boarding-school, or hotel. [7,951,160,1009]
advertisement [325,1218,476,1302]
advertisement [167,296,318,363]
ad-signature: Sale at 12 o'clock noon. Terms cash. [56,423,160,432]
